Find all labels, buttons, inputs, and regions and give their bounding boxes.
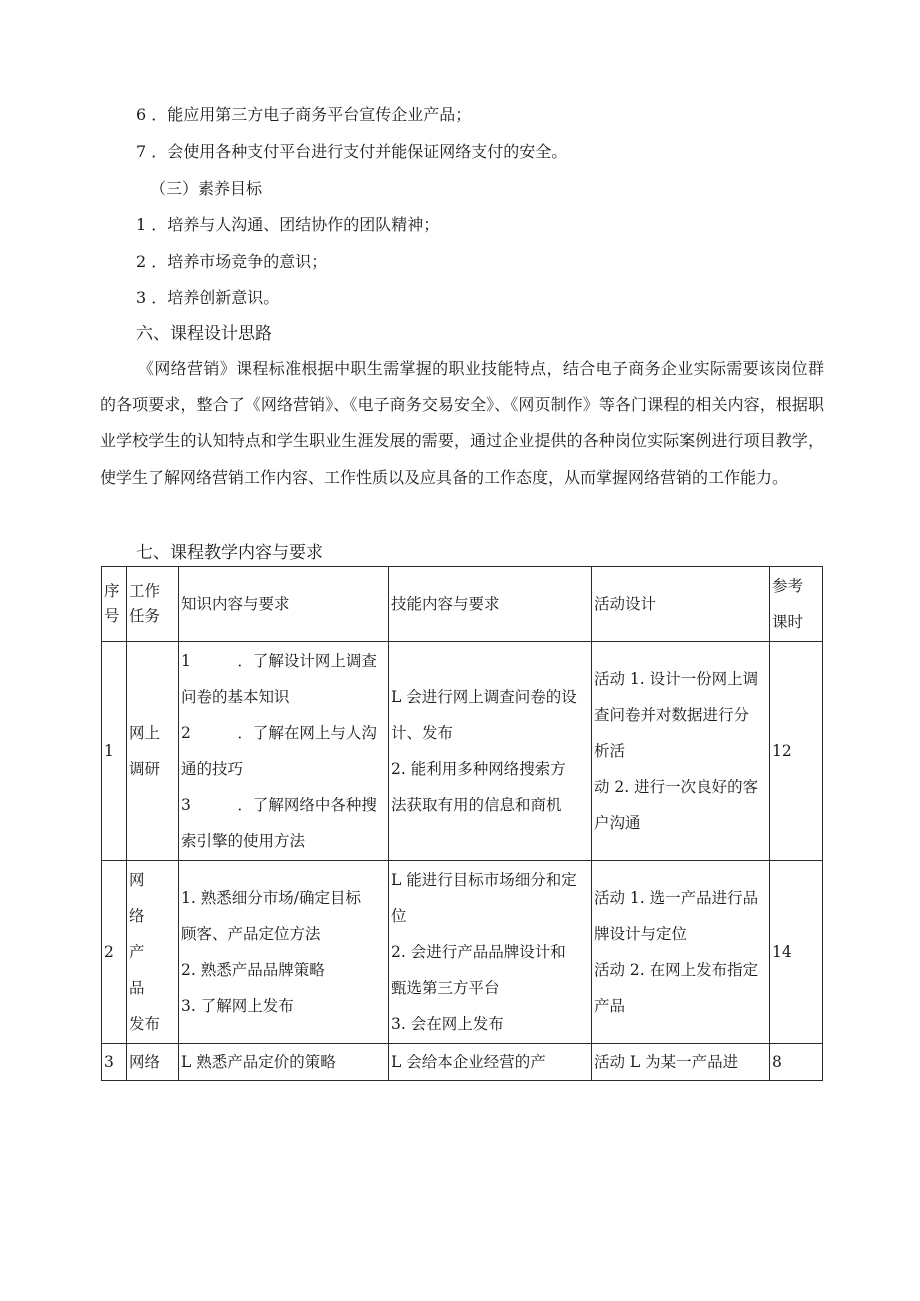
header-skill: 技能内容与要求 [389,567,592,642]
row-3-no: 3 [102,1044,127,1081]
header-knowledge: 知识内容与要求 [179,567,389,642]
row-1-hours: 12 [770,642,823,861]
row-1-knowledge: 1 ．了解设计网上调查 问卷的基本知识 2 ．了解在网上与人沟 通的技巧 3 ．了解网络中各种搜 索引擎的使用方法 [179,642,389,861]
row-2-activity: 活动 1. 选一产品进行品 牌设计与定位 活动 2. 在网上发布指定 产品 [592,861,770,1044]
quality-goal-1: 1 ．培养与人沟通、团结协作的团队精神； [136,215,440,234]
goal-item-7: 7 ．会使用各种支付平台进行支付并能保证网络支付的安全。 [136,142,568,161]
row-2-no: 2 [102,861,127,1044]
header-activity: 活动设计 [592,567,770,642]
row-2-task: 网络 产品 发布 [127,861,179,1044]
row-3-task: 网络 [127,1044,179,1081]
row-1-skill: L 会进行网上调查问卷的设 计、发布 2. 能利用多种网络搜索方 法获取有用的信息和商机 [389,642,592,861]
section-7-heading: 七、课程教学内容与要求 [136,543,323,563]
row-2-knowledge: 1. 熟悉细分市场/确定目标 顾客、产品定位方法 2. 熟悉产品品牌策略 3. 了解网上发布 [179,861,389,1044]
section-6-heading: 六、课程设计思路 [136,324,272,344]
header-no: 序 号 [102,567,127,642]
row-1-task: 网上 调研 [127,642,179,861]
row-1-activity: 活动 1. 设计一份网上调 查问卷并对数据进行分 析活 动 2. 进行一次良好的客 户沟通 [592,642,770,861]
section-6-paragraph: 《网络营销》课程标准根据中职生需掌握的职业技能特点，结合电子商务企业实际需要该岗位群的各项要求，整合了《网络营销》、《电子商务交易安全》、《网页制作》等各门课程的相关内容，根据职业学校学生的认知特点和学生职业生涯发展的需要，通过企业提供的各种岗位实际案例进行项目教学，使学生了解网络营销工作内容、工作性质以及应具备的工作态度，从而掌握网络营销的工作能力。 [100,359,824,487]
course-content-table [101,566,823,1081]
quality-goal-2: 2 ．培养市场竞争的意识； [136,252,328,271]
heading-quality-goals: （三）素养目标 [150,179,263,198]
table-header-row [102,567,823,642]
row-3-hours: 8 [770,1044,823,1081]
row-3-activity: 活动 L 为某一产品进 [592,1044,770,1081]
row-1-no: 1 [102,642,127,861]
table-row [102,642,823,861]
quality-goal-3: 3 ．培养创新意识。 [136,288,280,307]
header-task: 工作 任务 [127,567,179,642]
row-3-skill: L 会给本企业经营的产 [389,1044,592,1081]
row-2-hours: 14 [770,861,823,1044]
table-row [102,1044,823,1081]
row-2-skill: L 能进行目标市场细分和定 位 2. 会进行产品品牌设计和 甄选第三方平台 3. 会在网上发布 [389,861,592,1044]
row-3-knowledge: L 熟悉产品定价的策略 [179,1044,389,1081]
table-row [102,861,823,1044]
goal-item-6: 6 ．能应用第三方电子商务平台宣传企业产品； [136,105,472,124]
header-hours: 参考 课时 [770,567,823,642]
